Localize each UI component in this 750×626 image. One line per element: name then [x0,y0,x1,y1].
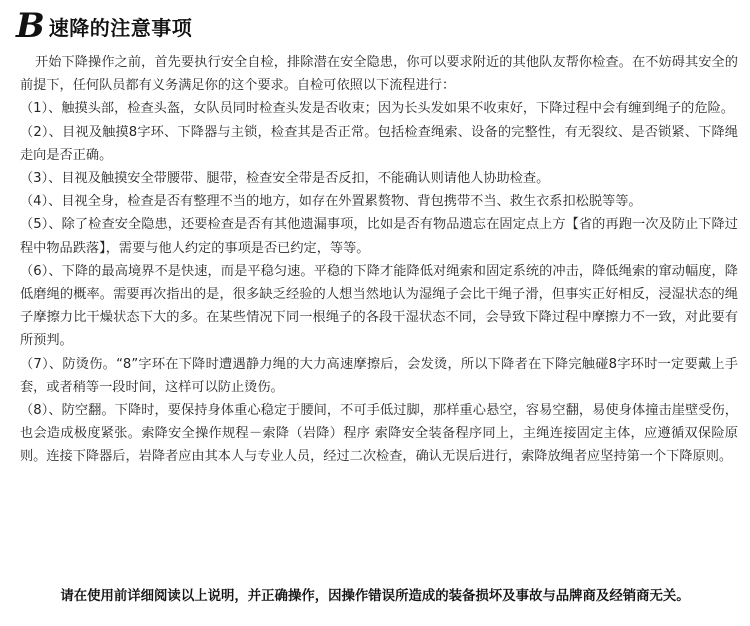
check-item-2: （2）、目视及触摸8字环、下降器与主锁，检查其是否正常。包括检查绳索、设备的完整性，有无裂纹、是否锁紧、下降绳走向是否正确。 [20,124,738,163]
section-letter: B [16,6,45,46]
check-item-3: （3）、目视及触摸安全带腰带、腿带，检查安全带是否反扣，不能确认则请他人协助检查。 [20,171,550,187]
intro-paragraph: 开始下降操作之前，首先要执行安全自检，排除潜在安全隐患，你可以要求附近的其他队友帮你检查。在不妨碍其安全的前提下，任何队员都有义务满足你的这个要求。自检可依照以下流程进行： [20,55,738,94]
check-item-5: （5）、除了检查安全隐患，还要检查是否有其他遗漏事项，比如是否有物品遗忘在固定点上方【省的再跑一次及防止下降过程中物品跌落】，需要与他人约定的事项是否已约定，等等。 [20,217,738,256]
check-item-8: （8）、防空翻。下降时，要保持身体重心稳定于腰间，不可手低过脚，那样重心悬空，容易空翻，易使身体撞击崖壁受伤，也会造成极度紧张。索降安全操作规程－索降（岩降）程序 索降安全装备程序同上，主绳连接固定主体，应遵循双保险原则。连接下降器后，岩降者应由其本人与专业人员，经过二次检查，确认无误后进行，索降放绳者应坚持第一个下降原则。 [20,403,738,465]
section-heading [16,6,192,46]
section-title: 速降的注意事项 [48,15,193,40]
disclaimer-note: 请在使用前详细阅读以上说明，并正确操作，因操作错误所造成的装备损坏及事故与品牌商及经销商无关。 [60,589,690,604]
check-item-6: （6）、下降的最高境界不是快速，而是平稳匀速。平稳的下降才能降低对绳索和固定系统的冲击，降低绳索的窜动幅度，降低磨绳的概率。需要再次指出的是，很多缺乏经验的人想当然地认为湿绳子会比干绳子滑，但事实正好相反，浸湿状态的绳子摩擦力比干燥状态下大的多。在某些情况下同一根绳子的各段干湿状态不同，会导致下降过程中摩擦力不一致，对此要有所预判。 [20,263,738,349]
check-item-1: （1）、触摸头部，检查头盔，女队员同时检查头发是否收束；因为长头发如果不收束好，下降过程中会有缠到绳子的危险。 [20,101,734,117]
document-body [20,51,738,469]
check-item-7: （7）、防烫伤。“8”字环在下降时遭遇静力绳的大力高速摩擦后，会发烫，所以下降者在下降完触碰8字环时一定要戴上手套，或者稍等一段时间，这样可以防止烫伤。 [20,356,738,395]
check-item-4: （4）、目视全身，检查是否有整理不当的地方，如存在外置累赘物、背包携带不当、救生衣系扣松脱等等。 [20,194,642,210]
